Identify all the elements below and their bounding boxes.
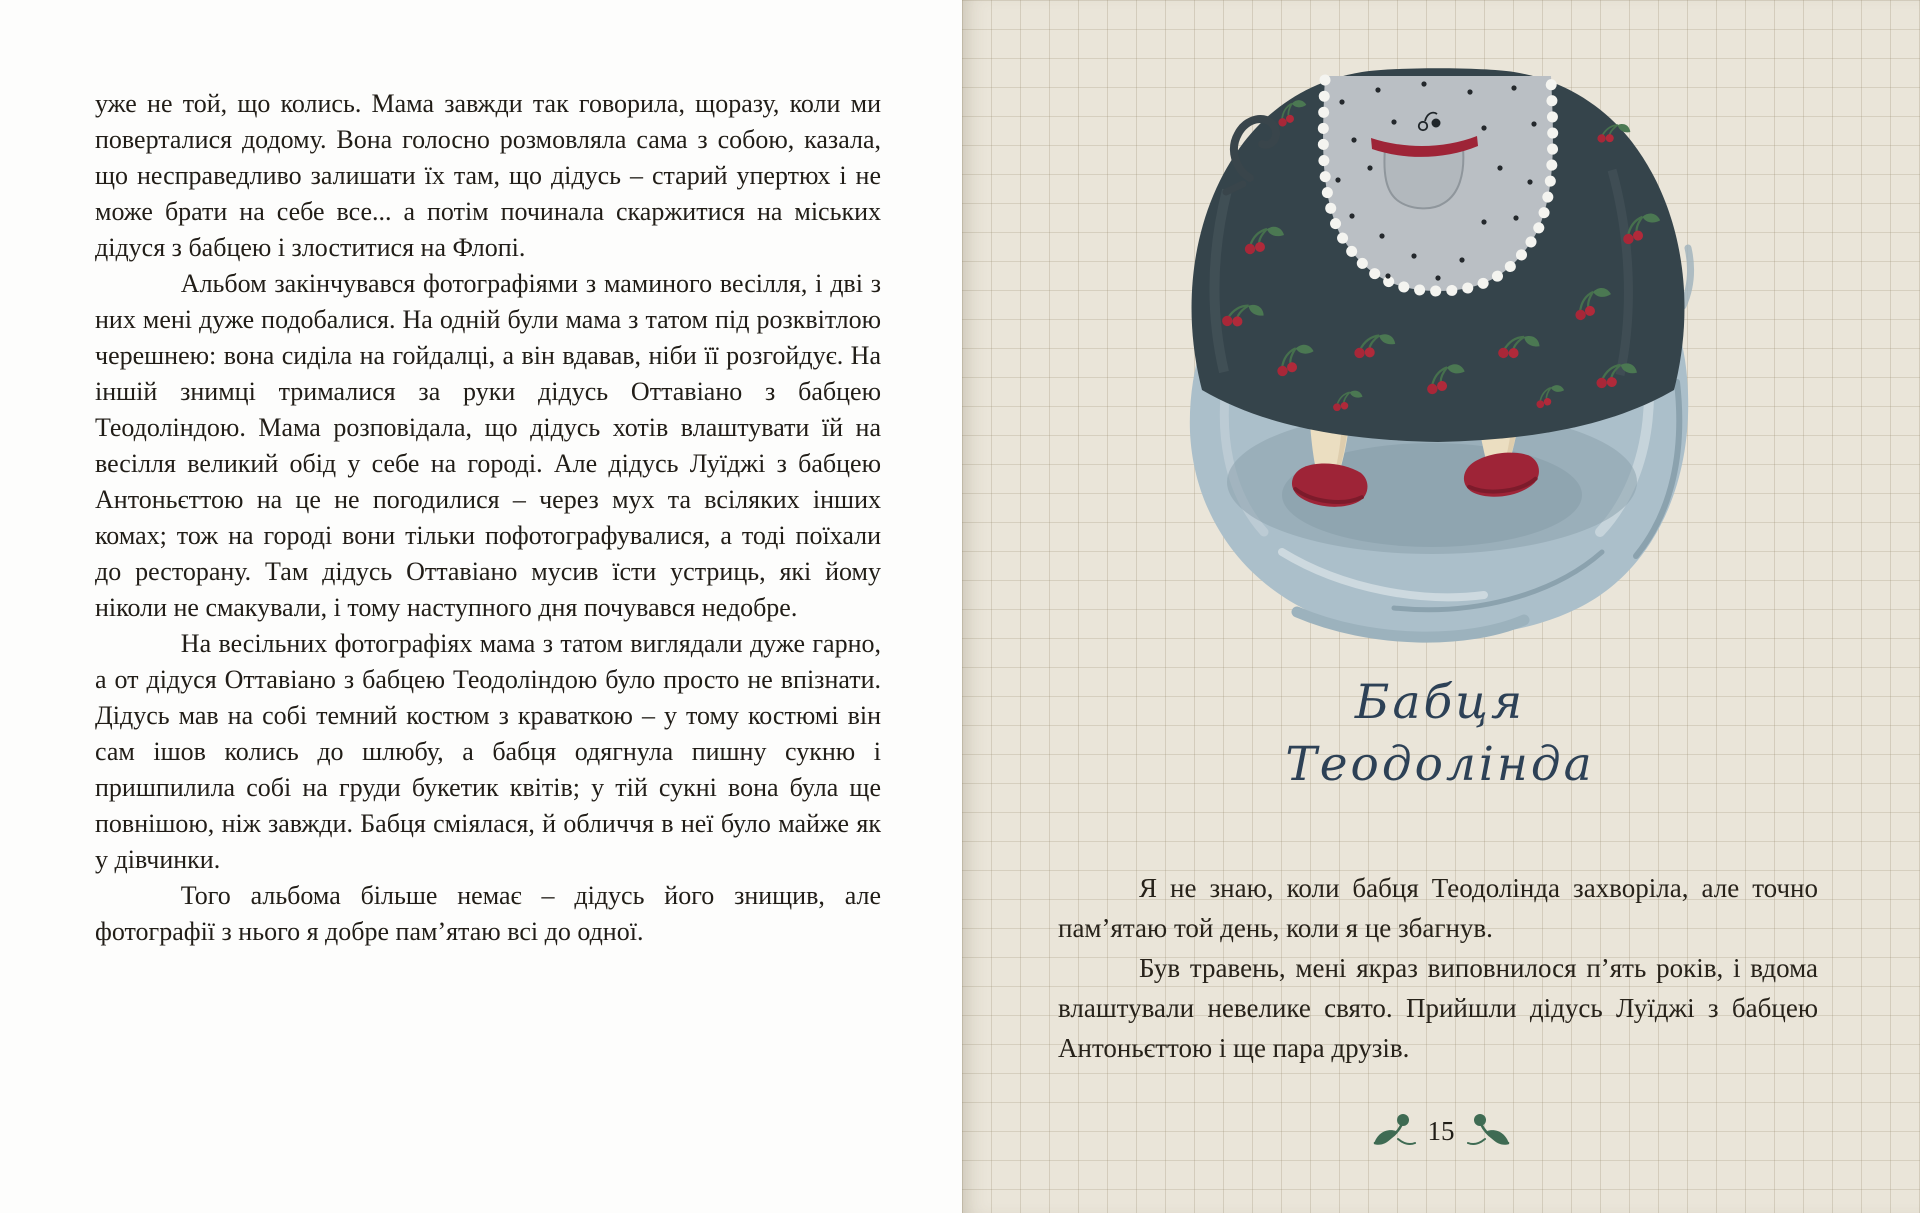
cherry-sprig-right-icon bbox=[1467, 1113, 1513, 1149]
right-page bbox=[962, 0, 1920, 1213]
chapter-title-line2: Теодолінда bbox=[1285, 737, 1595, 792]
left-page-text-column bbox=[95, 86, 881, 950]
chapter-title-line1: Бабця bbox=[1354, 675, 1526, 730]
paragraph: На весільних фотографіях мама з татом виглядали дуже гарно, а от дідуся Оттавіано з бабцею Теодоліндою було просто не впізнати. Дідусь мав на собі темний костюм з краваткою – у тому костюмі він сам ішов колись до шлюбу, а бабця одягнула пишну сукню і пришпилила собі на груди букетик квітів; у тій сукні вона була ще повнішою, ніж завжди. Бабця сміялася, й обличчя в неї було майже як у дівчинки. bbox=[95, 629, 881, 874]
paragraph: Альбом закінчувався фотографіями з маминого весілля, і дві з них мені дуже подобалися. На одній були мама з татом під розквітлою черешнею: вона сиділа на гойдалці, а він вдавав, ніби її розгойдує. На іншій знимці трималися за руки дідусь Оттавіано з бабцею Теодоліндою. Мама розповідала, що дідусь хотів влаштувати їй на весілля великий обід у себе на городі. Але дідусь Луїджі з бабцею Антоньєттою на це не погодилися – через мух та всіляких інших комах; тож на городі вони тільки пофотографувалися, а тоді поїхали до ресторану. Там дідусь Оттавіано мусив їсти устриць, які йому ніколи не смакували, і тому наступного дня почувався недобре. bbox=[95, 269, 881, 622]
page-number: 15 bbox=[1427, 1115, 1455, 1146]
paragraph: Я не знаю, коли бабця Теодолінда захворіла, але точно пам’ятаю той день, коли я це збагнув. bbox=[1058, 873, 1818, 943]
paragraph: уже не той, що колись. Мама завжди так говорила, щоразу, коли ми поверталися додому. Вона голосно розмовляла сама з собою, казала, що несправедливо залишати їх там, що дідусь – старий упертюх і не може брати на себе все... а потім починала скаржитися на міських дідуся з бабцею і злоститися на Флопі. bbox=[95, 89, 881, 262]
paragraph: Був травень, мені якраз виповнилося п’ять років, і вдома влаштували невелике свято. Прийшли дідусь Луїджі з бабцею Антоньєттою і ще пара друзів. bbox=[1058, 953, 1818, 1063]
grandma-illustration-svg bbox=[1132, 50, 1712, 665]
grandma-illustration bbox=[1132, 50, 1712, 665]
cherry-sprig-left-icon bbox=[1370, 1113, 1416, 1149]
paragraph: Того альбома більше немає – дідусь його знищив, але фотографії з нього я добре пам’ятаю всі до одної. bbox=[95, 881, 881, 946]
chapter-title bbox=[1140, 672, 1740, 796]
right-page-text-column bbox=[1058, 868, 1818, 1068]
page-footer bbox=[962, 1104, 1920, 1158]
